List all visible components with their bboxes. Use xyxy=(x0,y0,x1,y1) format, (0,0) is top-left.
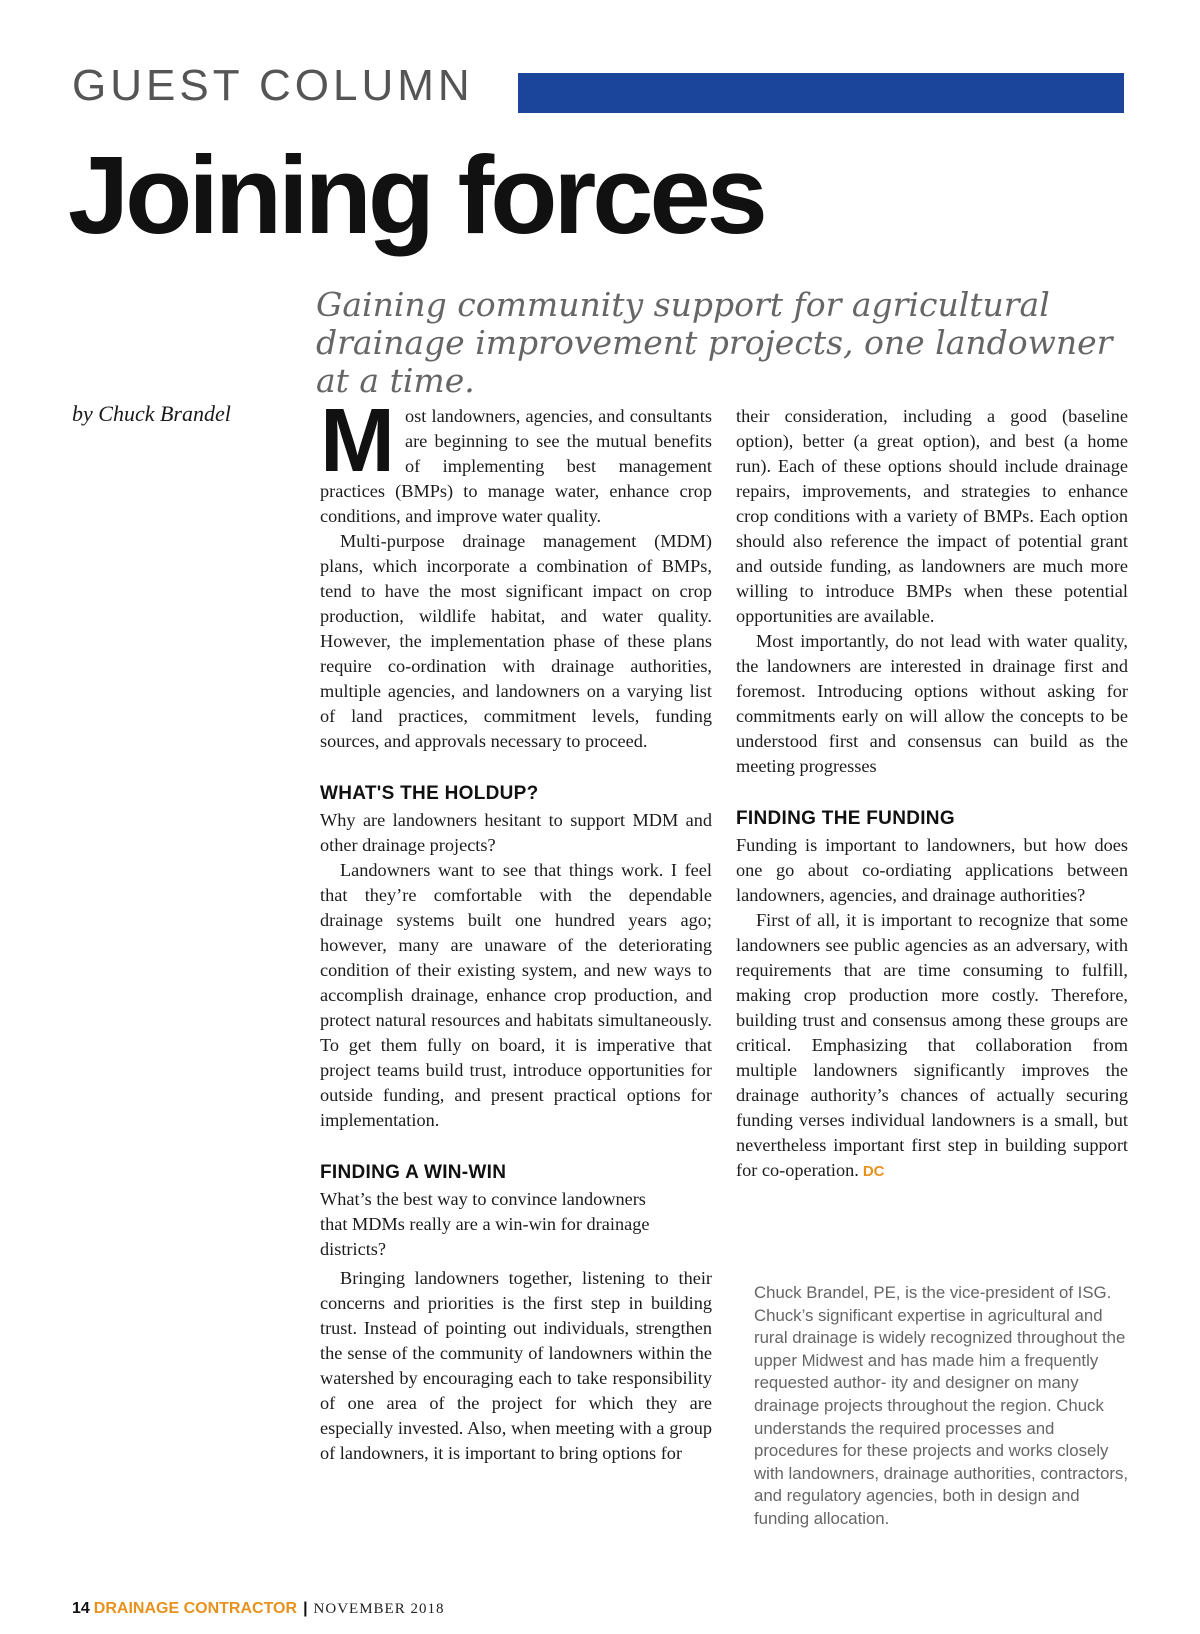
paragraph-holdup-question: Why are landowners hesitant to support MDM and other drainage projects? xyxy=(320,810,712,855)
byline: by Chuck Brandel xyxy=(72,401,231,426)
publication-name: DRAINAGE CONTRACTOR xyxy=(93,1600,298,1617)
intro-text: ost landowners, agencies, and consultants are beginning to see the mutual benefits of implementing best management practices (BMPs) to manage water, enhance crop conditions, and improve water quality. xyxy=(320,406,712,526)
paragraph-winwin-question: What’s the best way to convince landowners that MDMs really are a win-win for drainage districts? xyxy=(320,1189,650,1259)
article-column-1 xyxy=(320,391,712,1466)
paragraph-winwin-body: Bringing landowners together, listening to their concerns and priorities is the first step in building trust. Instead of pointing out individuals, strengthen the sense of the community of landowners within the watershed by encouraging each to take responsibility of one area of the project for which they are especially invested. Also, when meeting with a group of landowners, it is important to bring options for xyxy=(320,1268,712,1463)
article-column-2 xyxy=(736,404,1128,1184)
funding-body-text: First of all, it is important to recognize that some landowners see public agencies as an adversary, with requirements that are time consuming to fulfill, making crop production more costly. Therefore, building trust and consensus among these groups are critical. Emphasizing that collaboration from multiple landowners significantly improves the drainage authority’s chances of actually securing funding verses individual landowners is a small, but nevertheless important first step in building support for co-operation. xyxy=(736,910,1128,1180)
section-accent-bar xyxy=(518,73,1124,113)
paragraph-winwin-water-quality: Most importantly, do not lead with water quality, the landowners are interested in drainage first and foremost. Introducing options without asking for commitments early on will allow the concepts to be understood first and consensus can build as the meeting progresses xyxy=(736,631,1128,776)
author-bio: Chuck Brandel, PE, is the vice-president of ISG. Chuck’s significant expertise in agricultural and rural drainage is widely recognized throughout the upper Midwest and has made him a frequently requested author- ity and designer on many drainage projects throughout the region. Chuck understands the required processes and procedures for these projects and works closely with landowners, drainage authorities, contractors, and regulatory agencies, both in design and funding allocation. xyxy=(754,1283,1129,1528)
page-folio xyxy=(72,1598,444,1619)
deck-subtitle: Gaining community support for agricultural drainage improvement projects, one landowner at a time. xyxy=(316,285,1113,400)
end-mark: DC xyxy=(862,1163,885,1180)
issue-date: NOVEMBER 2018 xyxy=(313,1601,445,1617)
paragraph-mdm: Multi-purpose drainage management (MDM) plans, which incorporate a combination of BMPs, tend to have the most significant impact on crop production, wildlife habitat, and water quality. However, the implementation phase of these plans require co-ordination with drainage authorities, multiple agencies, and landowners on a varying list of land practices, commitment levels, funding sources, and approvals necessary to proceed. xyxy=(320,531,712,751)
paragraph-winwin-continued: their consideration, including a good (baseline option), better (a great option), and best (a home run). Each of these options should include drainage repairs, improvements, and strategies to enhance crop conditions with a variety of BMPs. Each option should also reference the impact of potential grant and outside funding, as landowners are much more willing to introduce BMPs when these potential opportunities are available. xyxy=(736,406,1128,626)
intro-paragraph xyxy=(320,391,712,529)
dropcap: M xyxy=(320,391,395,491)
section-label: GUEST COLUMN xyxy=(72,61,474,110)
headline: Joining forces xyxy=(68,134,764,257)
paragraph-holdup-body: Landowners want to see that things work. I feel that they’re comfortable with the dependable drainage systems built one hundred years ago; however, many are unaware of the deteriorating condition of their existing system, and new ways to accomplish drainage, enhance crop production, and protect natural resources and habitats simultaneously. To get them fully on board, it is imperative that project teams build trust, introduce opportunities for outside funding, and present practical options for implementation. xyxy=(320,860,712,1130)
folio-separator: | xyxy=(303,1600,308,1617)
subhead-funding: FINDING THE FUNDING xyxy=(736,808,955,829)
subhead-winwin: FINDING A WIN-WIN xyxy=(320,1162,507,1183)
paragraph-funding-question: Funding is important to landowners, but how does one go about co-ordiating applications between landowners, agencies, and drainage authorities? xyxy=(736,835,1128,905)
page-number: 14 xyxy=(72,1600,90,1617)
paragraph-funding-body xyxy=(736,908,1128,1184)
subhead-holdup: WHAT'S THE HOLDUP? xyxy=(320,783,539,804)
